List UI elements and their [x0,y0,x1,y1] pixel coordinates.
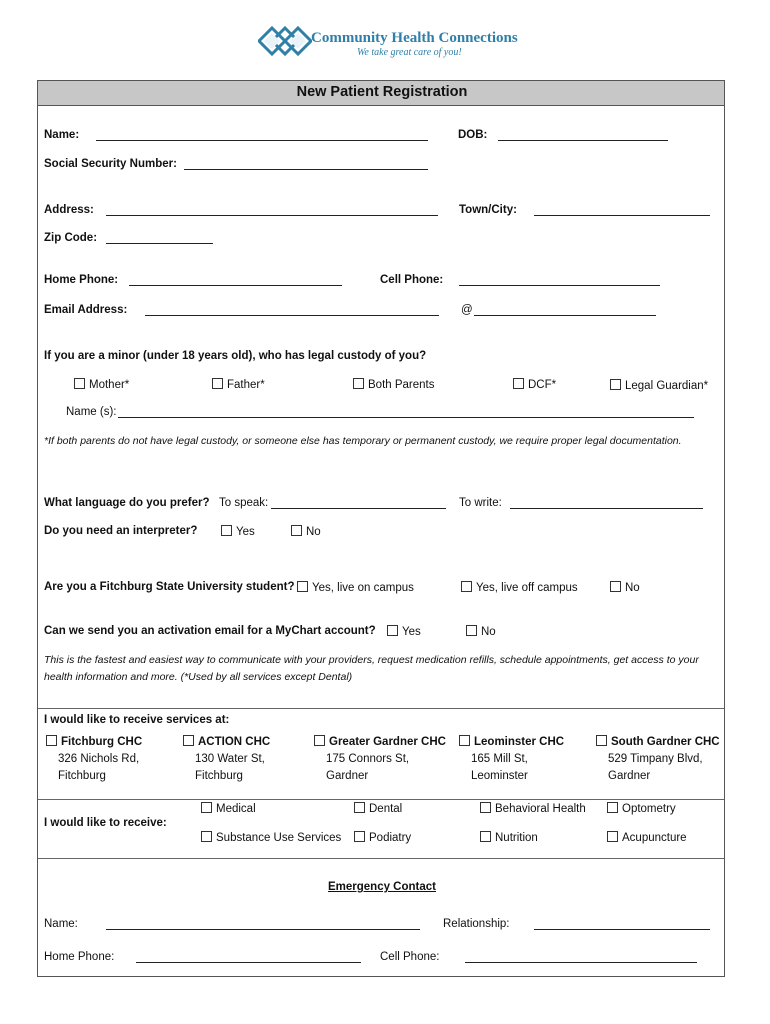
checkbox[interactable] [353,378,364,389]
service-substance-use[interactable]: Substance Use Services [201,831,341,844]
service-dental[interactable]: Dental [354,802,402,815]
zip-label: Zip Code: [44,232,98,244]
name-label: Name: [44,129,80,141]
checkbox[interactable] [610,379,621,390]
checkbox[interactable] [354,802,365,813]
dob-label: DOB: [458,129,488,141]
fsu-question: Are you a Fitchburg State University student? [44,581,295,593]
emergency-relationship-field[interactable] [534,929,710,930]
location-greater-gardner[interactable] [314,734,446,785]
logo-mark-icon [258,26,312,56]
mychart-question: Can we send you an activation email for a MyChart account? [44,625,376,637]
checkbox[interactable] [46,735,57,746]
location-address: 175 Connors St, [326,753,410,765]
emergency-name-field[interactable] [106,929,420,930]
address-field[interactable] [106,215,438,216]
dob-field[interactable] [498,140,668,141]
section-divider [38,799,724,800]
location-city: Fitchburg [58,770,106,782]
checkbox[interactable] [212,378,223,389]
services-label: I would like to receive: [44,817,167,829]
checkbox[interactable] [610,581,621,592]
email-domain-field[interactable] [474,315,656,316]
section-divider [38,858,724,859]
checkbox[interactable] [461,581,472,592]
location-leominster[interactable] [459,734,564,785]
location-address: 130 Water St, [195,753,265,765]
checkbox[interactable] [314,735,325,746]
fsu-no-option[interactable]: No [610,581,640,594]
checkbox[interactable] [297,581,308,592]
write-field[interactable] [510,508,703,509]
speak-field[interactable] [271,508,446,509]
checkbox[interactable] [201,831,212,842]
location-name: ACTION CHC [183,734,270,751]
service-nutrition[interactable]: Nutrition [480,831,538,844]
service-medical[interactable]: Medical [201,802,256,815]
name-field[interactable] [96,140,428,141]
service-optometry[interactable]: Optometry [607,802,676,815]
location-address: 165 Mill St, [471,753,528,765]
emergency-name-label: Name: [44,918,78,930]
custody-option-mother[interactable]: Mother* [74,378,129,391]
location-fitchburg[interactable] [46,734,142,785]
form-title: New Patient Registration [296,84,468,100]
fsu-off-campus-option[interactable]: Yes, live off campus [461,581,578,594]
speak-label: To speak: [219,497,269,509]
tagline: We take great care of you! [357,47,462,58]
custody-question: If you are a minor (under 18 years old), who has legal custody of you? [44,350,427,362]
checkbox[interactable] [596,735,607,746]
checkbox[interactable] [607,802,618,813]
custody-option-both-parents[interactable]: Both Parents [353,378,434,391]
section-divider [38,708,724,709]
home-phone-field[interactable] [129,285,342,286]
interpreter-no-option[interactable]: No [291,525,321,538]
checkbox[interactable] [291,525,302,536]
town-label: Town/City: [459,204,517,216]
mychart-note: This is the fastest and easiest way to communicate with your providers, request medication refills, schedule appointments, get access to your health information and more. (*Used by all services except Dental) [44,654,699,683]
custody-option-dcf[interactable]: DCF* [513,378,556,391]
custody-note: *If both parents do not have legal custody, or someone else has temporary or permanent custody, we require proper legal documentation. [44,435,682,447]
ssn-field[interactable] [184,169,428,170]
location-name: Leominster CHC [459,734,564,751]
custody-option-father[interactable]: Father* [212,378,265,391]
checkbox[interactable] [387,625,398,636]
emergency-home-phone-label: Home Phone: [44,951,115,963]
location-name: Greater Gardner CHC [314,734,446,751]
fsu-on-campus-option[interactable]: Yes, live on campus [297,581,414,594]
location-address: 529 Timpany Blvd, [608,753,703,765]
mychart-yes-option[interactable]: Yes [387,625,421,638]
locations-heading: I would like to receive services at: [44,714,230,726]
cell-phone-field[interactable] [459,285,660,286]
service-podiatry[interactable]: Podiatry [354,831,411,844]
checkbox[interactable] [480,802,491,813]
ssn-label: Social Security Number: [44,158,177,170]
zip-field[interactable] [106,243,213,244]
service-acupuncture[interactable]: Acupuncture [607,831,687,844]
interpreter-yes-option[interactable]: Yes [221,525,255,538]
checkbox[interactable] [221,525,232,536]
email-user-field[interactable] [145,315,439,316]
location-name: Fitchburg CHC [46,734,142,751]
interpreter-question: Do you need an interpreter? [44,525,198,537]
checkbox[interactable] [480,831,491,842]
emergency-relationship-label: Relationship: [443,918,510,930]
checkbox[interactable] [513,378,524,389]
write-label: To write: [459,497,502,509]
custody-names-label: Name (s): [66,406,117,418]
custody-names-field[interactable] [118,417,694,418]
location-name: South Gardner CHC [596,734,720,751]
home-phone-label: Home Phone: [44,274,119,286]
logo [258,26,312,56]
location-south-gardner[interactable] [596,734,720,785]
service-behavioral-health[interactable]: Behavioral Health [480,802,586,815]
location-city: Leominster [471,770,528,782]
cell-phone-label: Cell Phone: [380,274,444,286]
emergency-title: Emergency Contact [327,881,436,893]
emergency-home-phone-field[interactable] [136,962,361,963]
checkbox[interactable] [74,378,85,389]
location-city: Gardner [608,770,651,782]
address-label: Address: [44,204,94,216]
checkbox[interactable] [201,802,212,813]
checkbox[interactable] [459,735,470,746]
location-city: Gardner [326,770,369,782]
emergency-cell-phone-field[interactable] [465,962,697,963]
location-address: 326 Nichols Rd, [58,753,140,765]
email-at-sign: @ [461,304,473,316]
checkbox[interactable] [607,831,618,842]
language-question: What language do you prefer? [44,497,210,509]
town-field[interactable] [534,215,710,216]
mychart-no-option[interactable]: No [466,625,496,638]
emergency-cell-phone-label: Cell Phone: [380,951,440,963]
checkbox[interactable] [466,625,477,636]
location-city: Fitchburg [195,770,243,782]
custody-option-legal-guardian[interactable]: Legal Guardian* [610,379,708,392]
location-action[interactable] [183,734,270,785]
checkbox[interactable] [354,831,365,842]
org-name: Community Health Connections [311,30,518,46]
email-label: Email Address: [44,304,128,316]
checkbox[interactable] [183,735,194,746]
